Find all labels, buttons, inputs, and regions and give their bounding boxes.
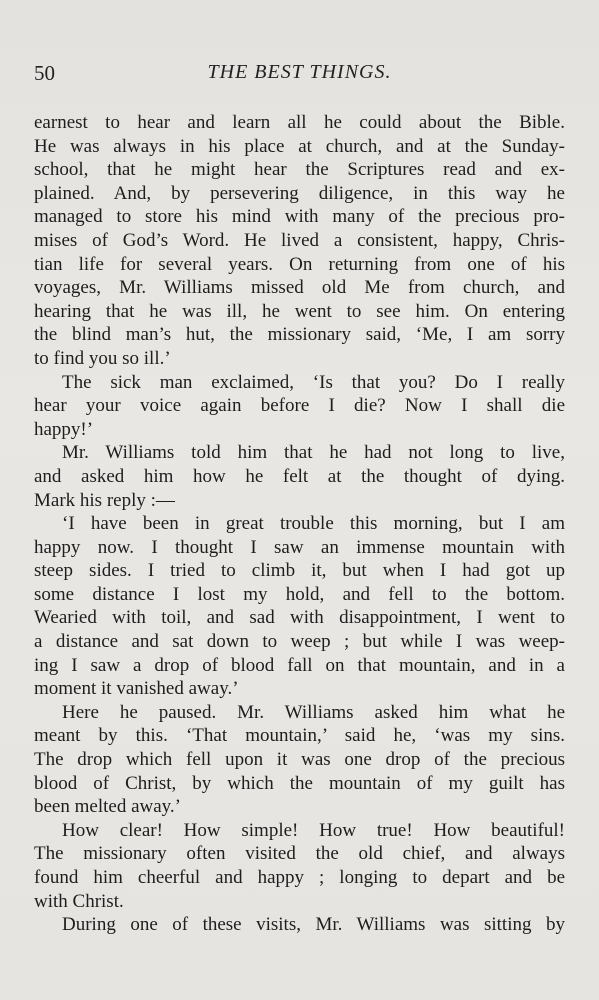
text-line: He was always in his place at church, and at the Sunday-	[34, 135, 565, 157]
text-line: ing I saw a drop of blood fall on that mountain, and in a	[34, 654, 565, 676]
paragraph-1	[34, 111, 565, 371]
text-line: The missionary often visited the old chief, and always	[34, 843, 565, 865]
text-line: hear your voice again before I die? Now I shall die	[34, 395, 565, 417]
text-line: found him cheerful and happy ; longing to depart and be	[34, 867, 565, 888]
text-line: Mark his reply :—	[34, 489, 175, 511]
text-line: moment it vanished away.’	[34, 678, 239, 700]
text-line: The sick man exclaimed, ‘Is that you? Do I really	[62, 371, 565, 393]
text-line: During one of these visits, Mr. Williams was sitting by	[62, 914, 565, 936]
text-line: happy!’	[34, 418, 94, 440]
text-line: blood of Christ, by which the mountain of my guilt has	[34, 772, 565, 794]
text-line: steep sides. I tried to climb it, but when I had got up	[34, 560, 565, 582]
text-line: to find you so ill.’	[34, 347, 171, 369]
text-line: hearing that he was ill, he went to see him. On entering	[34, 300, 565, 322]
text-line: some distance I lost my hold, and fell to the bottom.	[34, 583, 565, 605]
page-number: 50	[34, 61, 55, 85]
text-line: school, that he might hear the Scriptures read and ex-	[34, 159, 565, 181]
text-line: Wearied with toil, and sad with disappointment, I went to	[34, 607, 565, 629]
paragraph-6	[34, 819, 565, 913]
text-line: Mr. Williams told him that he had not long to live,	[62, 442, 565, 464]
paragraph-3	[34, 441, 565, 512]
text-line: been melted away.’	[34, 796, 181, 818]
text-line: happy now. I thought I saw an immense mountain with	[34, 536, 565, 558]
text-line: and asked him how he felt at the thought of dying.	[34, 465, 565, 487]
text-line: ‘I have been in great trouble this morning, but I am	[62, 513, 565, 535]
text-line: plained. And, by persevering diligence, in this way he	[34, 182, 565, 204]
text-line: voyages, Mr. Williams missed old Me from church, and	[34, 277, 565, 299]
text-line: managed to store his mind with many of the precious pro-	[34, 206, 565, 228]
paragraph-7	[34, 913, 565, 937]
paragraph-5	[34, 701, 565, 819]
text-line: meant by this. ‘That mountain,’ said he, ‘was my sins.	[34, 725, 565, 747]
page-header	[34, 61, 565, 91]
text-line: a distance and sat down to weep ; but while I was weep-	[34, 631, 565, 653]
running-title: THE BEST THINGS.	[207, 61, 392, 83]
paragraph-4	[34, 512, 565, 701]
text-line: How clear! How simple! How true! How beautiful!	[62, 819, 565, 841]
text-line: Here he paused. Mr. Williams asked him what he	[62, 701, 565, 723]
text-line: with Christ.	[34, 890, 124, 912]
paragraph-2	[34, 371, 565, 442]
text-line: The drop which fell upon it was one drop of the precious	[34, 749, 565, 771]
text-line: mises of God’s Word. He lived a consistent, happy, Chris-	[34, 229, 565, 251]
text-line: tian life for several years. On returning from one of his	[34, 253, 565, 275]
text-line: the blind man’s hut, the missionary said, ‘Me, I am sorry	[34, 324, 565, 346]
text-line: earnest to hear and learn all he could about the Bible.	[34, 112, 565, 133]
body-text	[34, 111, 565, 937]
